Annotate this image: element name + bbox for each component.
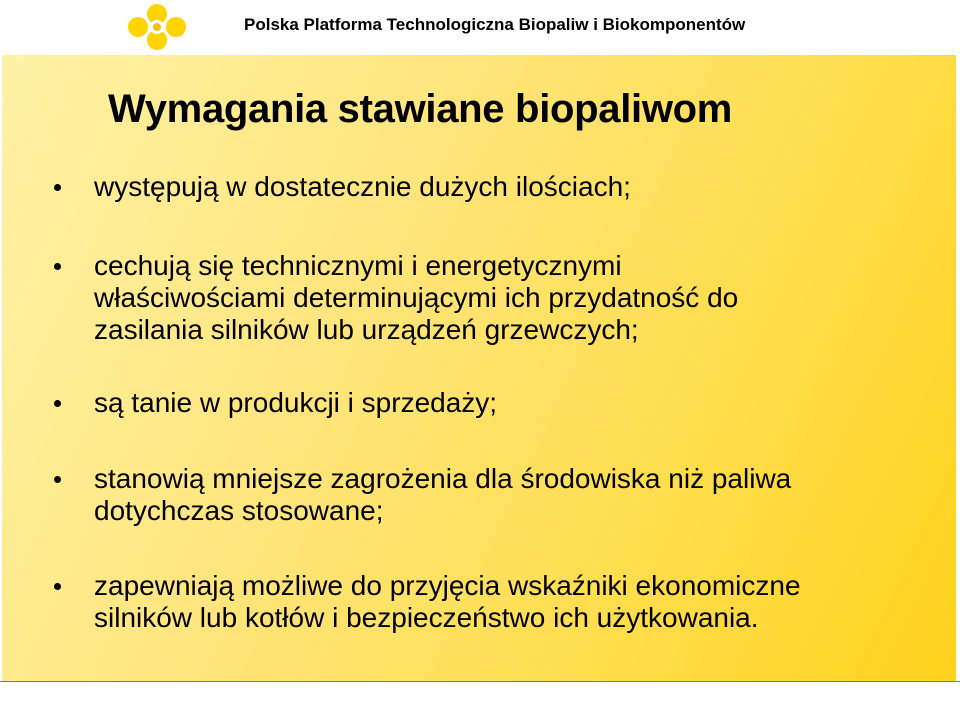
bullet-item bbox=[94, 250, 924, 346]
slide-title: Wymagania stawiane biopaliwom bbox=[108, 87, 733, 131]
bullet-dot-icon bbox=[54, 583, 61, 590]
bullet-text: stanowią mniejsze zagrożenia dla środowiska niż paliwa bbox=[94, 463, 792, 494]
bullet-item bbox=[94, 570, 924, 634]
bullet-text: dotychczas stosowane; bbox=[94, 495, 384, 526]
bullet-item bbox=[94, 171, 924, 203]
bullet-text: zasilania silników lub urządzeń grzewczych; bbox=[94, 314, 639, 345]
bullet-dot-icon bbox=[54, 476, 61, 483]
bullet-text: cechują się technicznymi i energetycznymi bbox=[94, 250, 622, 281]
bullet-text: zapewniają możliwe do przyjęcia wskaźniki ekonomiczne bbox=[94, 570, 801, 601]
bullet-text: silników lub kotłów i bezpieczeństwo ich użytkowania. bbox=[94, 602, 759, 633]
bullet-dot-icon bbox=[54, 263, 61, 270]
bullet-dot-icon bbox=[54, 184, 61, 191]
bullet-item bbox=[94, 387, 924, 419]
bullet-item bbox=[94, 463, 924, 527]
bullet-dot-icon bbox=[54, 400, 61, 407]
bullet-text: są tanie w produkcji i sprzedaży; bbox=[94, 387, 498, 418]
bullet-text: występują w dostatecznie dużych ilościach; bbox=[94, 171, 631, 202]
organization-name: Polska Platforma Technologiczna Biopaliw i Biokomponentów bbox=[244, 15, 746, 34]
bullet-text: właściwościami determinującymi ich przydatność do bbox=[94, 282, 739, 313]
